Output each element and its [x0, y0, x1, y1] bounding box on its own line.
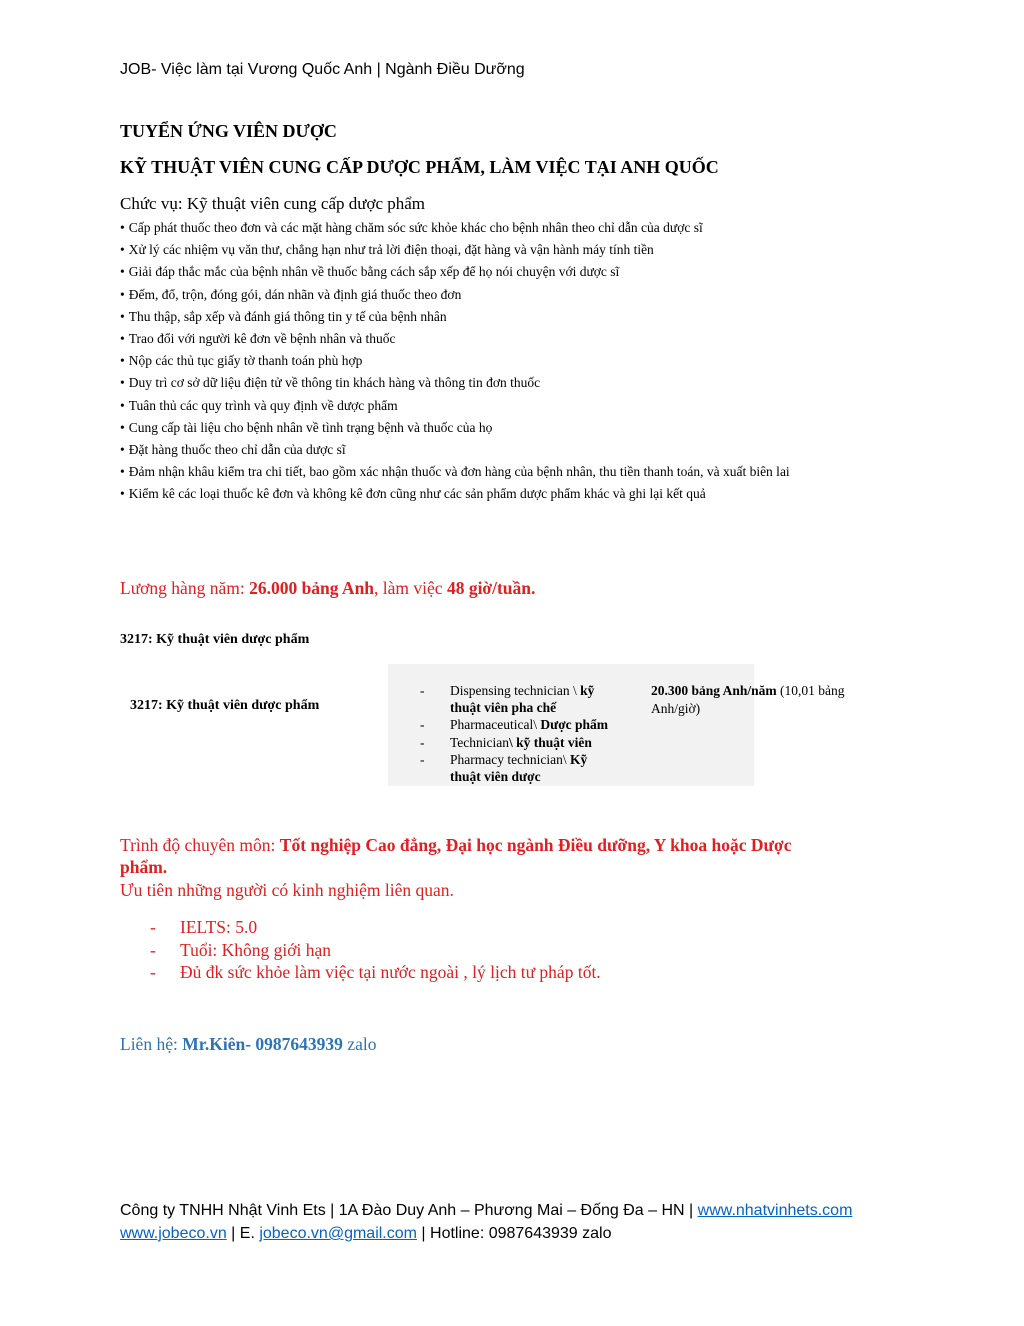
occupation-table: [120, 664, 850, 786]
list-item: • Đặt hàng thuốc theo chỉ dẫn của dược sĩ: [120, 441, 346, 457]
occupation-code-cell: 3217: Kỹ thuật viên dược phẩm: [130, 698, 320, 713]
website-link-jobeco[interactable]: www.jobeco.vn: [120, 1225, 227, 1242]
bullet-icon: •: [120, 353, 125, 369]
list-item: - Technician\ kỹ thuật viên: [420, 734, 592, 750]
list-item: • Cấp phát thuốc theo đơn và các mặt hàng chăm sóc sức khỏe khác cho bệnh nhân theo chỉ dẫn của dược sĩ: [120, 220, 703, 235]
bullet-icon: •: [120, 441, 125, 457]
website-link-nhatvinhets[interactable]: www.nhatvinhets.com: [697, 1202, 853, 1219]
list-item: • Tuân thủ các quy trình và quy định về dược phẩm: [120, 397, 398, 413]
occupation-heading: 3217: Kỹ thuật viên dược phẩm: [120, 632, 310, 647]
list-item: - IELTS: 5.0: [150, 917, 258, 937]
qualification-line: [120, 834, 840, 878]
bullet-icon: •: [120, 375, 125, 391]
list-item: • Nộp các thủ tục giấy tờ thanh toán phù hợp: [120, 353, 363, 369]
dash-icon: -: [150, 962, 156, 982]
list-item: • Xử lý các nhiệm vụ văn thư, chẳng hạn như trả lời điện thoại, đặt hàng và vận hành máy tính tiền: [120, 242, 654, 258]
qualification-prefix: Trình độ chuyên môn:: [120, 835, 280, 855]
list-item: • Kiểm kê các loại thuốc kê đơn và không kê đơn cũng như các sản phẩm dược phẩm khác và ghi lại kết quả: [120, 486, 706, 502]
salary-middle: , làm việc: [374, 578, 447, 598]
position-line: Chức vụ: Kỹ thuật viên cung cấp dược phẩm: [120, 194, 426, 213]
contact-prefix: Liên hệ:: [120, 1034, 183, 1054]
dash-icon: -: [150, 939, 156, 960]
list-item: - Đủ đk sức khỏe làm việc tại nước ngoài , lý lịch tư pháp tốt.: [150, 962, 601, 982]
bullet-icon: •: [120, 242, 125, 258]
bullet-icon: •: [120, 308, 125, 324]
title-line-2: KỸ THUẬT VIÊN CUNG CẤP DƯỢC PHẨM, LÀM VIỆC TẠI ANH QUỐC: [120, 157, 719, 177]
footer-email-prefix: | E.: [226, 1225, 260, 1242]
bullet-icon: •: [120, 464, 125, 480]
list-item: • Thu thập, sắp xếp và đánh giá thông tin y tế của bệnh nhân: [120, 308, 447, 324]
salary-hours: 48 giờ/tuần.: [446, 578, 536, 598]
email-link[interactable]: jobeco.vn@gmail.com: [259, 1225, 417, 1242]
dash-icon: -: [150, 917, 156, 937]
contact-name-phone: Mr.Kiên- 0987643939: [182, 1034, 343, 1054]
list-item: - Pharmaceutical\ Dược phẩm: [420, 717, 609, 733]
footer-hotline: | Hotline: 0987643939 zalo: [416, 1225, 612, 1242]
wage-cell: 20.300 bảng Anh/năm (10,01 bảng Anh/giờ): [651, 683, 845, 716]
bullet-icon: •: [120, 397, 125, 413]
list-item: • Đảm nhận khâu kiểm tra chi tiết, bao gồm xác nhận thuốc và đơn hàng của bệnh nhân, thu tiền thanh toán, và xuất biên lai: [120, 464, 790, 480]
bullet-icon: •: [120, 419, 125, 435]
page-footer: [120, 1199, 920, 1245]
contact-line: [120, 1034, 376, 1055]
qualification-value: Tốt nghiệp Cao đẳng, Đại học ngành Điều dưỡng, Y khoa hoặc Dược phẩm.: [120, 835, 792, 877]
job-titles-list: [420, 682, 610, 785]
salary-amount: 26.000 bảng Anh: [249, 578, 375, 598]
title-line-1: TUYỂN ỨNG VIÊN DƯỢC: [120, 121, 337, 141]
salary-line: [120, 578, 535, 599]
bullet-icon: •: [120, 286, 125, 302]
bullet-icon: •: [120, 264, 125, 280]
bullet-icon: •: [120, 330, 125, 346]
salary-prefix: Lương hàng năm:: [120, 578, 250, 598]
bullet-icon: •: [120, 486, 125, 502]
bullet-icon: •: [120, 220, 125, 235]
contact-suffix: zalo: [342, 1034, 377, 1054]
list-item: • Giải đáp thắc mắc của bệnh nhân về thuốc bằng cách sắp xếp để họ nói chuyện với dược sĩ: [120, 264, 620, 280]
footer-company: Công ty TNHH Nhật Vinh Ets | 1A Đào Duy Anh – Phương Mai – Đống Đa – HN |: [120, 1202, 698, 1219]
requirements-list: [150, 916, 601, 984]
page-header: JOB- Việc làm tại Vương Quốc Anh | Ngành Điều Dưỡng: [120, 61, 525, 78]
list-item: • Đếm, đổ, trộn, đóng gói, dán nhãn và định giá thuốc theo đơn: [120, 286, 462, 302]
dash-icon: -: [420, 751, 425, 767]
dash-icon: -: [420, 717, 425, 733]
list-item: - Dispensing technician \ kỹ thuật viên pha chế: [420, 683, 595, 716]
list-item: • Trao đổi với người kê đơn về bệnh nhân và thuốc: [120, 330, 396, 346]
duties-list: [120, 219, 790, 507]
list-item: • Duy trì cơ sở dữ liệu điện tử về thông tin khách hàng và thông tin đơn thuốc: [120, 375, 541, 391]
dash-icon: -: [420, 683, 425, 698]
list-item: - Pharmacy technician\ Kỹ thuật viên dược: [420, 751, 588, 785]
list-item: - Tuổi: Không giới hạn: [150, 939, 332, 960]
priority-line: Ưu tiên những người có kinh nghiệm liên quan.: [120, 880, 454, 900]
list-item: • Cung cấp tài liệu cho bệnh nhân về tình trạng bệnh và thuốc của họ: [120, 419, 493, 435]
dash-icon: -: [420, 734, 425, 750]
